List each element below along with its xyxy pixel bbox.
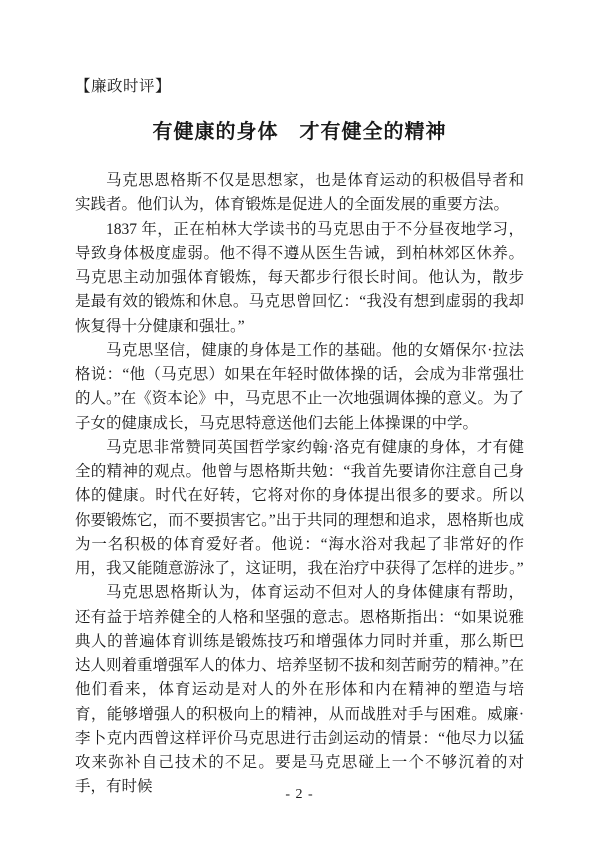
- column-header: 【廉政时评】: [75, 78, 172, 95]
- paragraph: 马克思恩格斯不仅是思想家，也是体育运动的积极倡导者和实践者。他们认为，体育锻炼是促进人的全面发展的重要方法。: [75, 172, 524, 214]
- paragraph: 马克思坚信，健康的身体是工作的基础。他的女婿保尔·拉法格说：“他（马克思）如果在年轻时做体操的话，会成为非常强壮的人。”在《资本论》中，马克思不止一次地强调体操的意义。为了子女的健康成长，马克思特意送他们去能上体操课的中学。: [75, 341, 524, 432]
- article-body: [75, 169, 524, 800]
- paragraph: 1837 年，正在柏林大学读书的马克思由于不分昼夜地学习，导致身体极度虚弱。他不得不遵从医生告诫，到柏林郊区休养。马克思主动加强体育锻炼，每天都步行很长时间。他认为，散步是最有效的锻炼和休息。马克思曾回忆：“我没有想到虚弱的我却恢复得十分健康和强壮。”: [75, 220, 524, 335]
- paragraph: 马克思非常赞同英国哲学家约翰·洛克有健康的身体，才有健全的精神的观点。他曾与恩格斯共勉：“我首先要请你注意自己身体的健康。时代在好转，它将对你的身体提出很多的要求。所以你要锻炼它，而不要损害它。”出于共同的理想和追求，恩格斯也成为一名积极的体育爱好者。他说：“海水浴对我起了非常好的作用，我又能随意游泳了，这证明，我在治疗中获得了怎样的进步。”: [75, 438, 524, 577]
- page-title: 有健康的身体 才有健全的精神: [152, 121, 447, 143]
- paragraph: 马克思恩格斯认为，体育运动不但对人的身体健康有帮助，还有益于培养健全的人格和坚强的意志。恩格斯指出：“如果说雅典人的普遍体育训练是锻炼技巧和增强体力同时并重，那么斯巴达人则着重增强军人的体力、培养坚韧不拔和刻苦耐劳的精神。”在他们看来，体育运动是对人的外在形体和内在精神的塑造与培育，能够增强人的积极向上的精神，从而战胜对手与困难。威廉·李卜克内西曾这样评价马克思进行击剑运动的情景：“他尽力以猛攻来弥补自己技术的不足。要是马克思碰上一个不够沉着的对手，有时候: [75, 584, 524, 796]
- page-number: - 2 -: [285, 787, 314, 802]
